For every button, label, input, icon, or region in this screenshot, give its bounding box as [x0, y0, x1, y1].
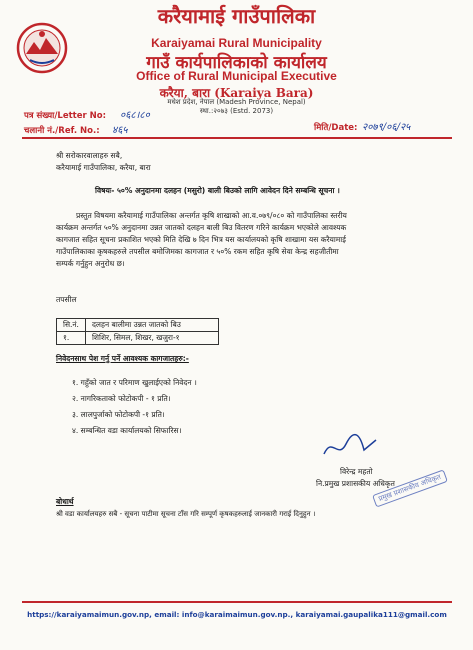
date-label: मिति/Date: [314, 123, 358, 133]
bodharth-text: श्री वडा कार्यालयहरु सबै - सूचना पाटीमा सूचना टाँस गरि सम्पूर्ण कृषकहरुलाई जानकारी गराई दिनुहुन । [56, 510, 316, 518]
letterhead-address [0, 98, 473, 107]
paragraph-line: सम्पर्क गर्नुहुन अनुरोध छ। [56, 259, 125, 268]
subject-line: विषयः- ५०% अनुदानमा दलहन (मसुरो) बाली बिउको लागि आवेदन दिने सम्बन्धि सूचना । [95, 186, 340, 195]
table-header-cell: सि.नं. [57, 319, 86, 332]
letterhead-title-en: Karaiyamai Rural Municipality [151, 36, 322, 50]
table-header-cell: दलहन बालीमा उन्नत जातको बिउ [85, 319, 218, 332]
document-item: ३. लालपुर्जाको फोटोकपी -१ प्रति। [72, 410, 165, 419]
table-row [57, 332, 219, 345]
table-header-row [57, 319, 219, 332]
letter-no-label: पत्र संख्या/Letter No: [24, 111, 107, 121]
seed-table [56, 318, 219, 345]
signer-name: विरेन्द्र महतो [340, 467, 373, 476]
paragraph-line: प्रस्तुत विषयमा करैयामाई गाउँपालिका अन्तर्गत कृषि शाखाको आ.व.०७९/०८० को गाउँपालिका स्तरीय [76, 211, 347, 220]
letterhead-office-np: गाउँ कार्यपालिकाको कार्यालय [146, 53, 327, 73]
ref-no-label: चलानी नं./Ref. No.: [24, 126, 100, 136]
date-value: २०७९/०६/२५ [362, 122, 411, 133]
header-rule [22, 137, 452, 139]
footer-rule [22, 601, 452, 603]
tapsil-label: तपसील [56, 295, 77, 304]
bodharth-label: बोधार्थ [56, 497, 74, 506]
address-en: (Madesh Province, Nepal) [216, 98, 306, 106]
paragraph-line: गाउँपालिकाका कृषकहरुले तपसील बमोजिमका कागजात र ५०% रकम सहित कृषि सेवा केन्द्र सहजीतीमा [56, 247, 339, 256]
signature-mark [320, 430, 380, 468]
ref-no-value: ४६५ [112, 125, 128, 136]
address-np: मधेश प्रदेश, नेपाल [167, 98, 215, 106]
documents-list [72, 375, 197, 439]
letter-no-value: ०६८।८० [120, 110, 150, 121]
body-paragraph [56, 210, 436, 270]
recipient-line-1: श्री सरोकारवालाहरु सबै, [56, 151, 123, 160]
letterhead-place: करैया, बारा (Karaiya Bara) [159, 86, 314, 100]
paragraph-line: कागजात सहित सूचना प्रकाशित भएको मिति देखि ७ दिन भित्र यस कार्यालयको कृषि शाखामा यस करैयामाई [56, 235, 346, 244]
document-item: ४. सम्बन्धित वडा कार्यालयको सिफारिस। [72, 426, 182, 435]
document-item: १. गहुँको जात र परिमाण खुलाईएको निवेदन । [72, 378, 197, 387]
signer-title: नि.प्रमुख प्रशासकीय अधिकृत [316, 479, 395, 488]
table-cell: १. [57, 332, 86, 345]
footer-contact: https://karaiyamaimun.gov.np, email: info@karaimaimun.gov.np., karaiyamai.gaupalika111@gmail.com [27, 610, 447, 619]
table-cell: शिशिर, सिमल, शिखर, खजुरा-१ [85, 332, 218, 345]
recipient-line-2: करैयामाई गाउँपालिका, करैया, बारा [56, 163, 151, 172]
letterhead-office-en: Office of Rural Municipal Executive [136, 69, 337, 83]
documents-heading: निवेदनसाथ पेश गर्नु पर्ने आवश्यक कागजातहरु:- [56, 354, 189, 363]
document-item: २. नागरिकताको फोटोकपी - १ प्रति। [72, 394, 171, 403]
letterhead-title-np: करैयामाई गाउँपालिका [157, 4, 316, 28]
paragraph-line: कार्यक्रम अन्तर्गत ५०% अनुदानमा उन्नत जातको दलहन बाली बिउ वितरण गरिने कार्यक्रम भएकोले आवश्यक [56, 223, 347, 232]
letterhead-estd: स्था.:२०७३ (Estd. 2073) [199, 107, 274, 115]
official-stamp: प्रमुख प्रशासकीय अधिकृत [372, 469, 448, 507]
